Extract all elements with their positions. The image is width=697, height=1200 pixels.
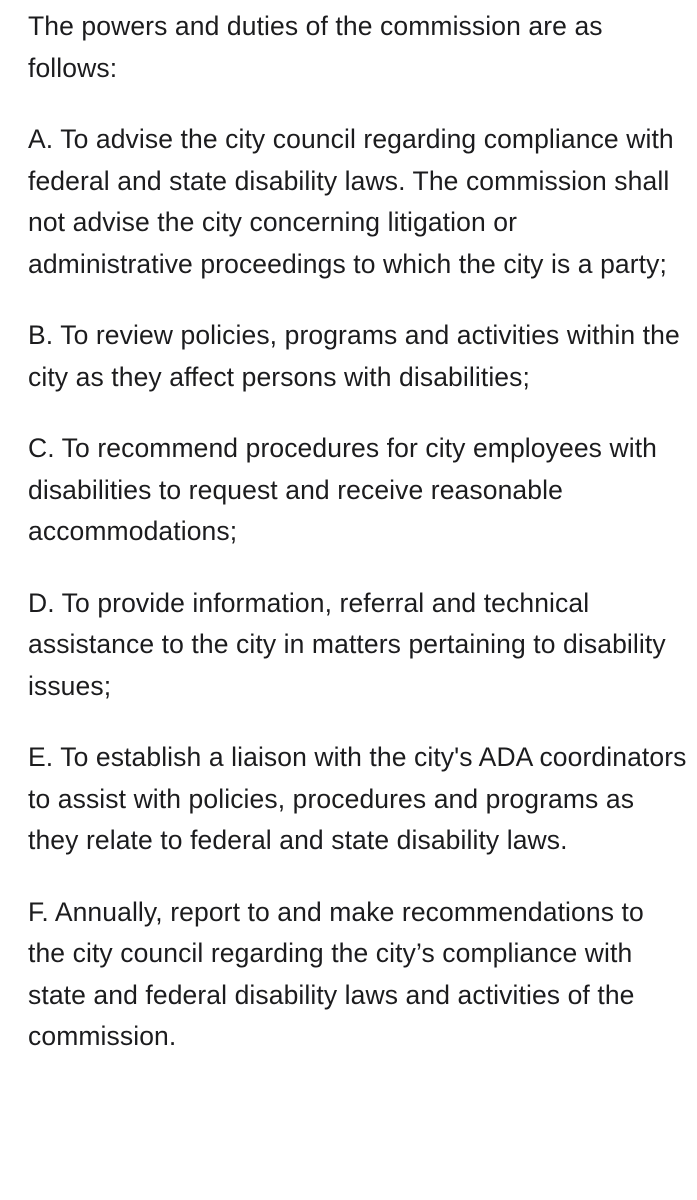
duty-item-b: B. To review policies, programs and activities within the city as they affect persons with disabilities; — [28, 320, 680, 392]
duty-item-d: D. To provide information, referral and technical assistance to the city in matters pertaining to disability issues; — [28, 587, 666, 701]
duty-item-c: C. To recommend procedures for city employees with disabilities to request and receive reasonable accommodations; — [28, 433, 657, 546]
intro-paragraph: The powers and duties of the commission are as follows: — [28, 11, 603, 83]
duty-item-a: A. To advise the city council regarding compliance with federal and state disability laws. The commission shall not advise the city concerning litigation or administrative proceedings to which the city is a party; — [28, 124, 674, 279]
duty-item-f: F. Annually, report to and make recommendations to the city council regarding the city’s compliance with state and federal disability laws and activities of the commission. — [28, 896, 644, 1051]
duty-item-e: E. To establish a liaison with the city's ADA coordinators to assist with policies, procedures and programs as they relate to federal and state disability laws. — [28, 742, 687, 855]
